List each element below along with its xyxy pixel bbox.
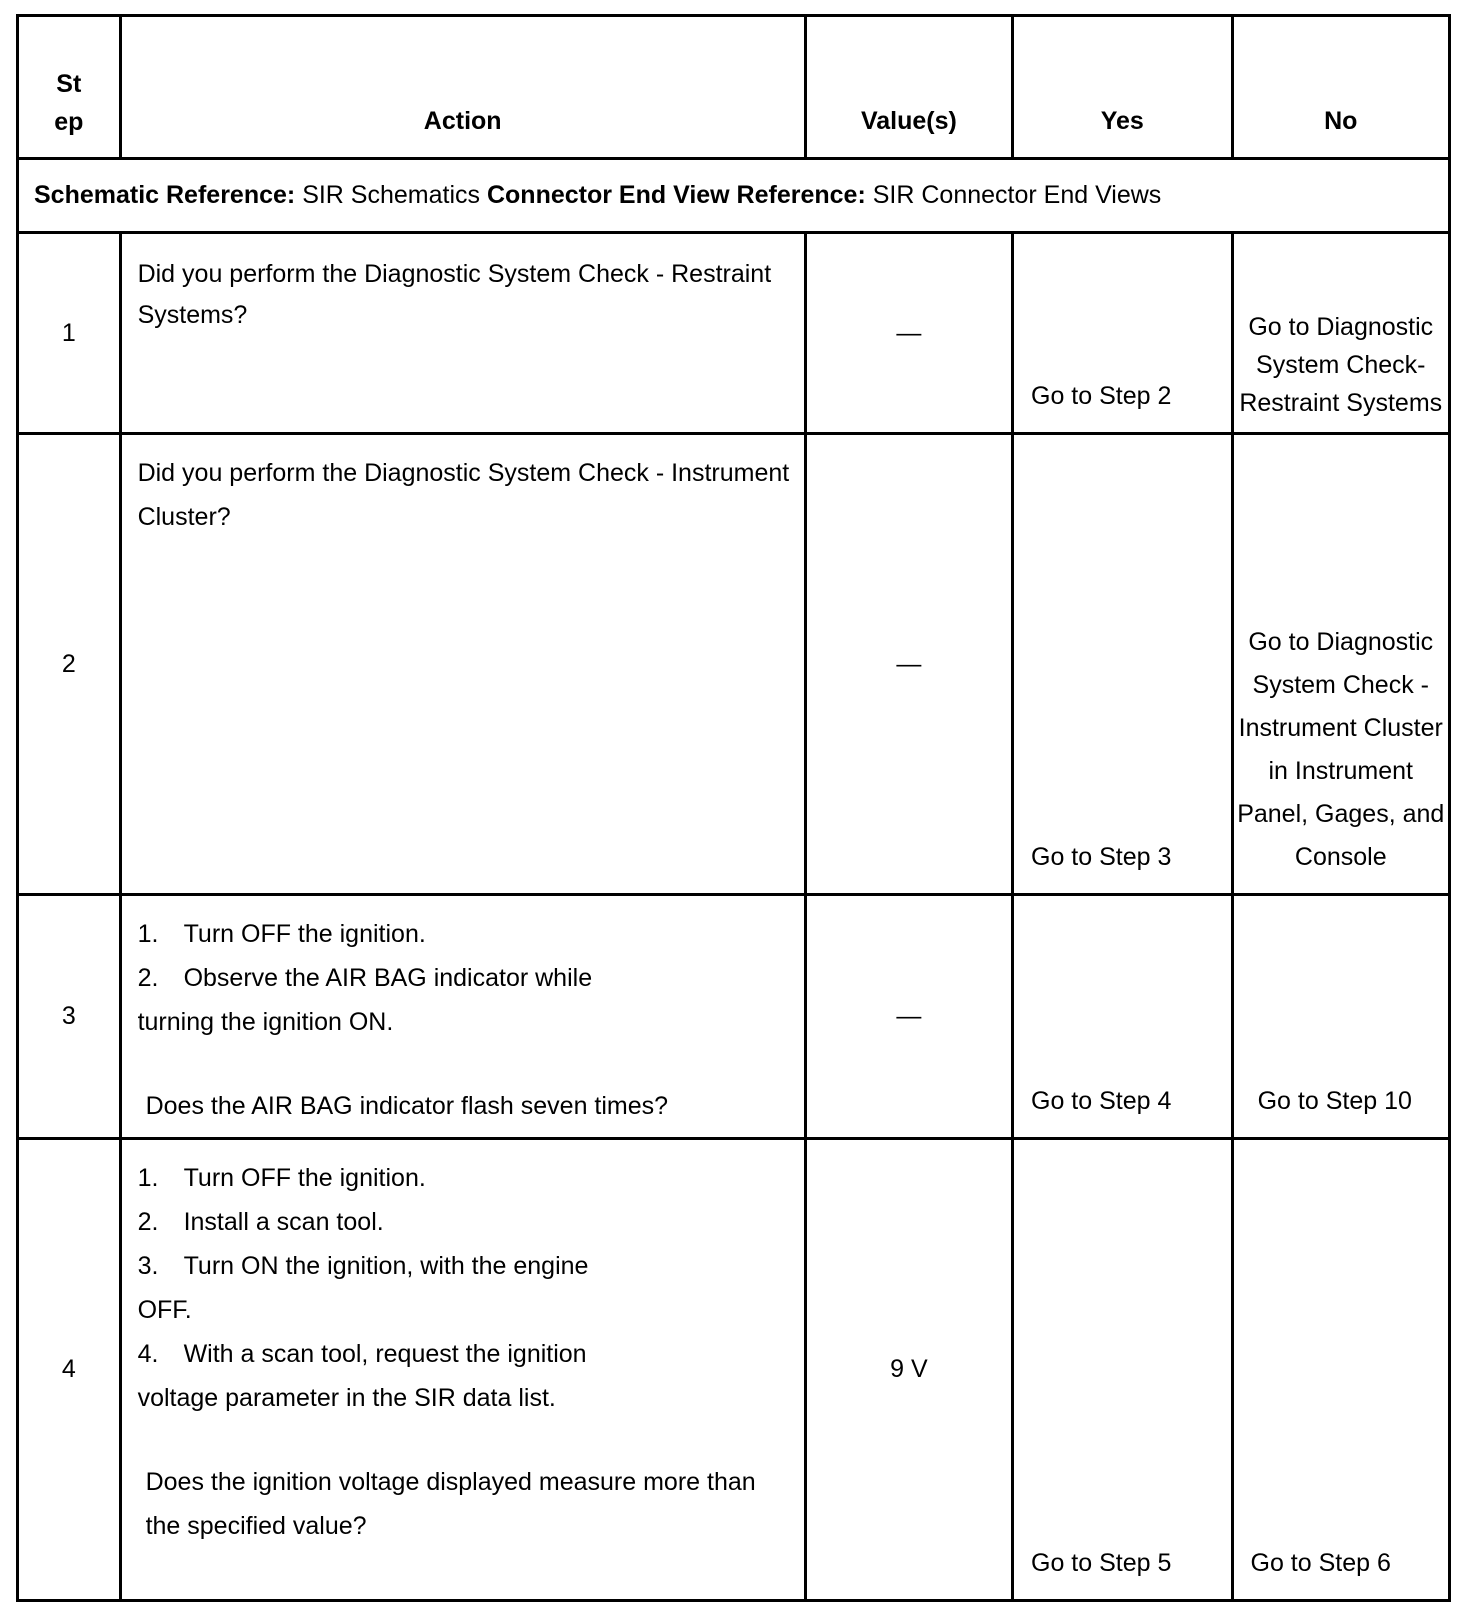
no-cell: Go to Step 6: [1232, 1139, 1449, 1601]
table-row: [18, 434, 1450, 895]
table-row: [18, 1139, 1450, 1601]
schematic-reference-value: SIR Schematics: [302, 181, 481, 209]
action-text: Did you perform the Diagnostic System Check - Instrument Cluster?: [120, 434, 805, 895]
value-cell: —: [805, 434, 1012, 895]
item-text: Install a scan tool.: [183, 1208, 384, 1236]
yes-cell: Go to Step 5: [1013, 1139, 1233, 1601]
item-text-continued: voltage parameter in the SIR data list.: [137, 1384, 556, 1412]
item-number: 2.: [137, 964, 159, 992]
reference-row: [18, 159, 1450, 233]
question-text: Does the ignition voltage displayed measure more than the specified value?: [145, 1468, 756, 1540]
connector-reference-label: Connector End View Reference:: [486, 181, 866, 209]
value-cell: 9 V: [805, 1139, 1012, 1601]
header-no: No: [1232, 16, 1449, 159]
list-item: [138, 1200, 794, 1244]
item-number: 2.: [137, 1208, 159, 1236]
item-text: Turn ON the ignition, with the engine: [183, 1252, 589, 1280]
step-number: 1: [18, 233, 121, 434]
no-cell: Go to Diagnostic System Check-Restraint Systems: [1232, 233, 1449, 434]
question-text: Does the AIR BAG indicator flash seven times?: [145, 1092, 669, 1120]
value-cell: —: [805, 233, 1012, 434]
item-text-continued: OFF.: [137, 1296, 192, 1324]
item-text: With a scan tool, request the ignition: [183, 1340, 587, 1368]
header-step-line2: ep: [54, 108, 84, 136]
list-item: [138, 1332, 794, 1376]
step-number: 3: [18, 895, 121, 1139]
item-number: 3.: [137, 1252, 159, 1280]
item-number: 1.: [137, 1164, 159, 1192]
yes-cell: Go to Step 2: [1013, 233, 1233, 434]
item-text: Turn OFF the ignition.: [183, 920, 426, 948]
list-item: [138, 1244, 794, 1288]
list-item: [138, 912, 794, 956]
value-cell: —: [805, 895, 1012, 1139]
action-text: Did you perform the Diagnostic System Check - Restraint Systems?: [120, 233, 805, 434]
yes-cell: Go to Step 3: [1013, 434, 1233, 895]
item-text: Turn OFF the ignition.: [183, 1164, 426, 1192]
connector-reference-value: SIR Connector End Views: [872, 181, 1162, 209]
action-cell: [120, 1139, 805, 1601]
header-step-line1: St: [56, 70, 82, 98]
action-cell: [120, 895, 805, 1139]
list-item: [138, 956, 794, 1000]
header-row: [18, 16, 1450, 159]
item-text: Observe the AIR BAG indicator while: [183, 964, 593, 992]
header-yes: Yes: [1013, 16, 1233, 159]
item-number: 1.: [137, 920, 159, 948]
list-item: [138, 1156, 794, 1200]
step-number: 2: [18, 434, 121, 895]
no-cell: Go to Step 10: [1232, 895, 1449, 1139]
yes-cell: Go to Step 4: [1013, 895, 1233, 1139]
item-number: 4.: [137, 1340, 159, 1368]
no-cell: Go to Diagnostic System Check - Instrument Cluster in Instrument Panel, Gages, and Console: [1232, 434, 1449, 895]
step-number: 4: [18, 1139, 121, 1601]
header-action: Action: [120, 16, 805, 159]
diagnostic-table: [16, 14, 1451, 1602]
table-row: [18, 895, 1450, 1139]
reference-cell: [18, 159, 1450, 233]
schematic-reference-label: Schematic Reference:: [34, 181, 296, 209]
header-values: Value(s): [805, 16, 1012, 159]
header-step: [18, 16, 121, 159]
table-row: [18, 233, 1450, 434]
item-text-continued: turning the ignition ON.: [137, 1008, 394, 1036]
